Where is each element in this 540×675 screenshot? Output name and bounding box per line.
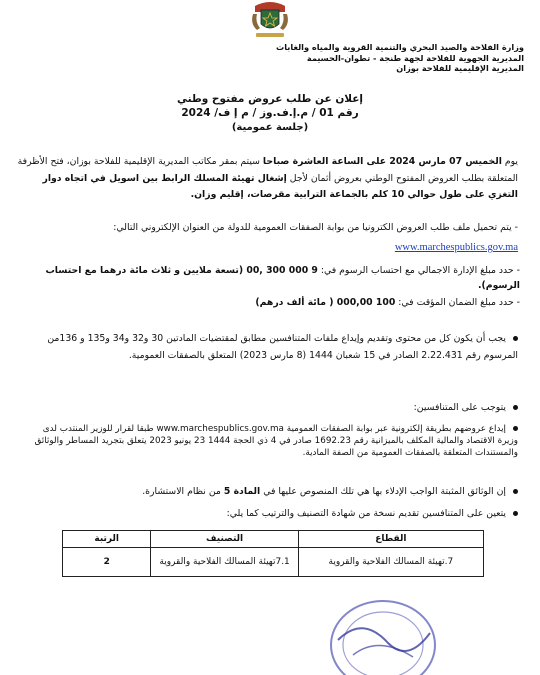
header-sector: القطاع [298, 531, 483, 548]
bullet-icon [513, 426, 518, 431]
bullet-icon [513, 405, 518, 410]
header-ministry: وزارة الفلاحة والصيد البحري والتنمية القروية والمياه والغابات [276, 42, 524, 52]
table-header-row [63, 531, 484, 548]
upload-text: إيداع عروضهم بطريقة إلكترونية عبر بوابة الصفقات العمومية www.marchespublics.gov.ma طبقا لقرار للوزير المنتدب لدى وزيرة الاقتصاد والمالية المكلف بالميزانية رقم 1692.23 صادر في 4 ذي الحجة 1444 23 يونيو 2023 يتعلق بتجريد المساطر والوثائق والمستندات المتعلقة بالصفقات العمومية من الصفة المادية. [34, 424, 518, 458]
must-text: يتوجب على المتنافسين: [413, 402, 506, 413]
estimate-line [14, 264, 520, 293]
cell-rank: 2 [63, 548, 151, 577]
estimate-value: 9 000 300 ,00 (تسعة ملايين و ثلاث مائة درهما مع احتساب الرسوم). [45, 265, 520, 291]
estimate-label: - حدد مبلغ الإدارة الاجمالي مع احتساب الرسوم في: [317, 265, 520, 276]
table-row [63, 548, 484, 577]
dash-icon: - [511, 222, 518, 233]
project-description: إشغال تهيئة المسلك الرابط بين اسويل في اتجاه دوار التغزي على طول حوالي 10 كلم بالجماعة الترابية مقرصات، إقليم وزان. [42, 172, 518, 200]
header-classification: التصنيف [151, 531, 298, 548]
royal-coat-of-arms-icon [247, 0, 293, 40]
requirements-paragraph [22, 331, 518, 364]
header-regional-directorate: المديرية الجهوية للفلاحة لجهة طنجة - تطوان-الحسيمة [306, 52, 524, 63]
download-line [18, 222, 518, 233]
intro-paragraph [12, 154, 518, 204]
header-provincial-directorate: المديرية الإقليمية للفلاحة بوزان [396, 63, 524, 73]
notice-title: إعلان عن طلب عروض مفتوح وطني [176, 93, 364, 105]
intro-text-b: سيتم بمقر مكاتب المديرية الإقليمية للفلاحة بوزان، فتح الأظرفة المتعلقة بطلب العروض المفتوح الوطني بعروض أثمان لأجل [17, 156, 518, 184]
cell-classification: 7.1تهيئة المسالك الفلاحية والقروية [151, 548, 298, 577]
requirements-text: يجب أن يكون كل من محتوى وتقديم وإيداع ملفات المتنافسين مطابق لمقتضيات المادتين 30 و32 و34 و135 و 136من المرسوم رقم 2.22.431 الصادر في 15 شعبان 1444 (8 مارس 2023) المتعلق بالصفقات العمومية. [47, 333, 518, 361]
guarantee-label: - حدد مبلغ الضمان المؤقت في: [395, 297, 520, 308]
notice-session: (جلسة عمومية) [231, 122, 309, 133]
guarantee-value: 100 000,00 ( مائة ألف درهم) [255, 297, 396, 308]
documents-article: المادة 5 [223, 486, 261, 497]
bullet-icon [513, 336, 518, 341]
must-line [18, 402, 518, 413]
classification-table [62, 530, 484, 577]
header-rank: الرتبة [63, 531, 151, 548]
cell-sector: 7.تهيئة المسالك الفلاحية والقروية [298, 548, 483, 577]
documents-line [18, 486, 518, 497]
bullet-icon [513, 489, 518, 494]
documents-text-b: من نظام الاستشارة. [142, 486, 224, 497]
intro-text-a: يوم [501, 156, 518, 167]
bullet-icon [513, 511, 518, 516]
guarantee-line [14, 296, 520, 311]
upload-paragraph [20, 423, 518, 459]
certificate-text: يتعين على المتنافسين تقديم نسخة من شهادة التصنيف والترتيب كما يلي: [226, 508, 506, 519]
ministry-header [224, 42, 524, 74]
marches-publics-link[interactable]: www.marchespublics.gov.ma [394, 242, 518, 253]
certificate-line [18, 508, 518, 519]
download-text: يتم تحميل ملف طلب العروض الكترونيا من بوابة الصفقات العمومية للدولة من العنوان الإلكتروني التالي: [113, 222, 512, 233]
notice-number: رقم 01 / م.إ.ف.وز / م إ ف/ 2024 [181, 107, 359, 119]
official-stamp-icon [318, 585, 448, 675]
documents-text-a: إن الوثائق المثبتة الواجب الإدلاء بها هي تلك المنصوص عليها في [260, 486, 506, 497]
opening-date: الخميس 07 مارس 2024 على الساعة العاشرة صباحا [262, 156, 502, 167]
